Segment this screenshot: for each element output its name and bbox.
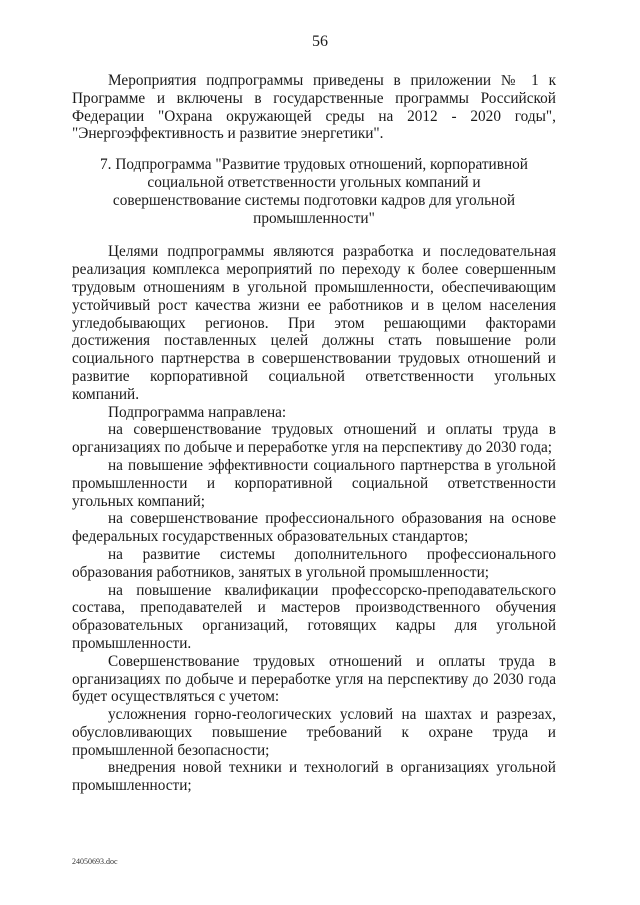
directions-intro: Подпрограмма направлена:: [108, 403, 287, 421]
section-heading: 7. Подпрограмма "Развитие трудовых отношений, корпоративной социальной ответственности угольных компаний и совершенствование системы подготовки кадров для угольной промышленности": [100, 156, 528, 227]
document-body: [72, 72, 556, 795]
consideration-item: внедрения новой техники и технологий в организациях угольной промышленности;: [72, 759, 556, 795]
goals-paragraph: Целями подпрограммы являются разработка и последовательная реализация комплекса мероприятий по переходу к более совершенным трудовым отношениям в угольной промышленности, обеспечивающим устойчивый рост качества жизни ее работников и в целом населения угледобывающих регионов. При этом решающими факторами достижения поставленных целей должны стать повышение роли социального партнерства в совершенствовании трудовых отношений и развитие корпоративной социальной ответственности угольных компаний.: [72, 243, 556, 403]
direction-item: на повышение квалификации профессорско-преподавательского состава, преподавателей и мастеров производственного обучения образовательных организаций, готовящих кадры для угольной промышленности.: [72, 581, 556, 652]
direction-item: на совершенствование профессионального образования на основе федеральных государственных образовательных стандартов;: [72, 510, 556, 546]
document-code: 24050693.doc: [72, 857, 118, 866]
direction-item: на совершенствование трудовых отношений и оплаты труда в организациях по добыче и переработке угля на перспективу до 2030 года;: [72, 421, 556, 457]
direction-item: на повышение эффективности социального партнерства в угольной промышленности и корпоративной социальной ответственности угольных компаний;: [72, 456, 556, 510]
page-number: 56: [312, 33, 328, 50]
direction-item: на развитие системы дополнительного профессионального образования работников, занятых в угольной промышленности;: [72, 545, 556, 581]
improvement-intro: Совершенствование трудовых отношений и оплаты труда в организациях по добыче и переработке угля на перспективу до 2030 года будет осуществляться с учетом:: [72, 652, 556, 706]
consideration-item: усложнения горно-геологических условий на шахтах и разрезах, обусловливающих повышение требований к охране труда и промышленной безопасности;: [72, 706, 556, 759]
intro-paragraph: Мероприятия подпрограммы приведены в приложении № 1 к Программе и включены в государственные программы Российской Федерации "Охрана окружающей среды на 2012 - 2020 годы", "Энергоэффективность и развитие энергетики".: [72, 72, 556, 143]
